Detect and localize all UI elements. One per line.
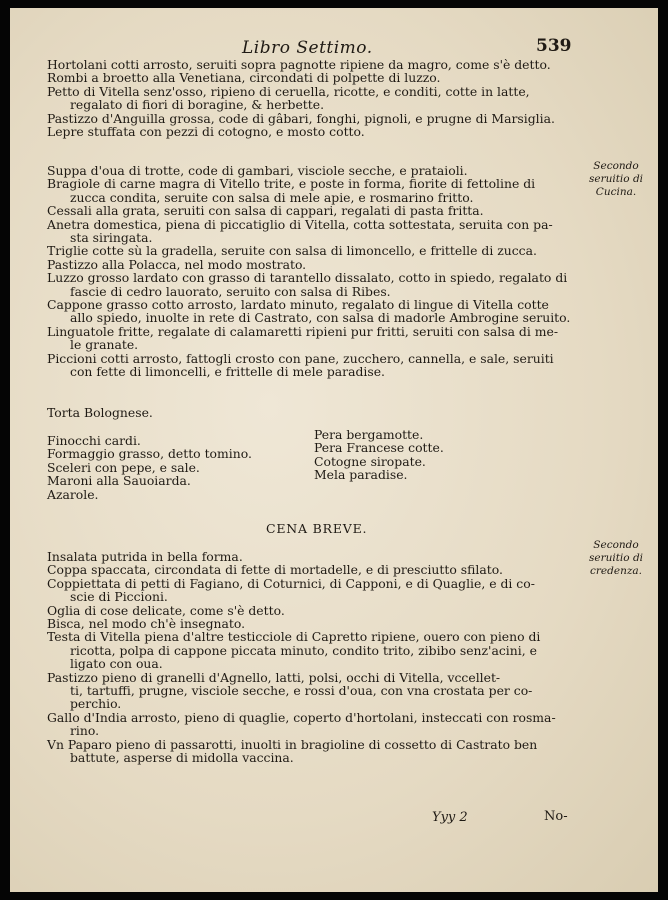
menu-entry-continuation: scie di Piccioni.: [70, 589, 168, 605]
menu-block-second-course: [47, 164, 587, 379]
menu-entry-line: Pastizzo alla Polacca, nel modo mostrato.: [47, 256, 307, 272]
menu-block-cena: [47, 550, 587, 765]
menu-entry: [47, 298, 587, 325]
menu-entry-line: Petto di Vitella senz'osso, ripieno di ceruella, ricotte, e conditi, cotte in latte,: [47, 83, 530, 99]
menu-entry-line: Coppa spaccata, circondata di fette di mortadelle, e di presciutto sfilato.: [47, 562, 503, 578]
fruit-item: Pera Francese cotte.: [314, 440, 444, 456]
menu-entry-line: Cappone grasso cotto arrosto, lardato minuto, regalato di lingue di Vitella cotte: [47, 297, 549, 313]
running-title: Libro Settimo.: [242, 38, 373, 58]
menu-entry: [47, 563, 587, 576]
menu-entry-continuation: fascie di cedro lauorato, seruito con salsa di Ribes.: [70, 283, 391, 299]
menu-block-dessert: [47, 406, 587, 419]
menu-entry-line: Pastizzo pieno di granelli d'Agnello, latti, polsi, occhi di Vitella, vccellet-: [47, 669, 501, 685]
fruit-list-left: [47, 434, 252, 501]
menu-entry: [47, 325, 587, 352]
margin-note-line: Cucina.: [595, 186, 637, 198]
menu-entry-line: Torta Bolognese.: [47, 405, 153, 420]
menu-entry: [47, 671, 587, 711]
menu-entry-line: Hortolani cotti arrosto, seruiti sopra pagnotte ripiene da magro, come s'è detto.: [47, 57, 551, 72]
menu-entry-line: Suppa d'oua di trotte, code di gambari, visciole secche, e prataioli.: [47, 163, 468, 178]
menu-entry-line: Pastizzo d'Anguilla grossa, code di gâbari, fonghi, pignoli, e prugne di Marsiglia.: [47, 110, 555, 126]
margin-note-line: seruitio di: [588, 552, 644, 564]
menu-entry-continuation: ligato con oua.: [70, 656, 163, 672]
menu-entry: [47, 550, 587, 563]
menu-entry-line: Bragiole di carne magra di Vitello trite, e poste in forma, fiorite di fettoline di: [47, 176, 536, 192]
menu-entry: [47, 58, 587, 71]
menu-entry-line: Lepre stuffata con pezzi di cotogno, e mosto cotto.: [47, 124, 365, 140]
menu-entry-continuation: sta siringata.: [70, 230, 153, 246]
fruit-list-right: [314, 428, 444, 482]
menu-entry-continuation: perchio.: [70, 696, 122, 712]
menu-entry: [47, 204, 587, 217]
fruit-item: Formaggio grasso, detto tomino.: [47, 446, 252, 462]
menu-entry: [47, 738, 587, 765]
menu-entry-continuation: ricotta, polpa di cappone piccata minuto, condito trito, zibibo senz'acini, e: [70, 642, 537, 658]
menu-entry-line: Rombi a broetto alla Venetiana, circondati di polpette di luzzo.: [47, 70, 441, 86]
fruit-item: Mela paradise.: [314, 467, 408, 483]
margin-note-line: seruitio di: [588, 173, 644, 185]
menu-entry: [47, 244, 587, 257]
menu-entry-continuation: rino.: [70, 723, 100, 739]
menu-entry: [47, 85, 587, 112]
menu-entry: [47, 271, 587, 298]
menu-entry: [47, 406, 587, 419]
menu-entry-line: Gallo d'India arrosto, pieno di quaglie, coperto d'hortolani, insteccati con rosma-: [47, 709, 556, 725]
menu-entry-continuation: battute, asperse di midolla vaccina.: [70, 750, 294, 766]
menu-entry-line: Cessali alla grata, seruiti con salsa di cappari, regalati di pasta fritta.: [47, 203, 484, 219]
menu-entry: [47, 164, 587, 177]
menu-entry-line: Anetra domestica, piena di piccatiglio di Vitella, cotta sottestata, seruita con pa-: [47, 216, 553, 232]
menu-entry: [47, 71, 587, 84]
fruit-item: Finocchi cardi.: [47, 433, 141, 448]
menu-entry-line: Insalata putrida in bella forma.: [47, 549, 243, 564]
fruit-item: Sceleri con pepe, e sale.: [47, 459, 200, 475]
signature-mark: Yyy 2: [432, 810, 468, 825]
menu-entry: [47, 258, 587, 271]
menu-entry-line: Bisca, nel modo ch'è insegnato.: [47, 616, 246, 632]
menu-entry-line: Coppiettata di petti di Fagiano, di Coturnici, di Capponi, e di Quaglie, e di co-: [47, 575, 535, 591]
margin-note-secondo-credenza: [580, 539, 652, 578]
menu-entry-continuation: con fette di limoncelli, e frittelle di mele paradise.: [70, 364, 385, 380]
page-number: 539: [536, 36, 572, 56]
menu-entry: [47, 352, 587, 379]
menu-entry: [47, 125, 587, 138]
menu-entry: [47, 218, 587, 245]
catchword: No-: [544, 809, 568, 824]
menu-entry: [47, 112, 587, 125]
menu-entry: [47, 711, 587, 738]
menu-entry-continuation: ti, tartuffi, prugne, visciole secche, e rossi d'oua, con vna crostata per co-: [70, 683, 533, 699]
menu-entry: [47, 630, 587, 670]
menu-entry-line: Triglie cotte sù la gradella, seruite con salsa di limoncello, e frittelle di zucca.: [47, 243, 537, 259]
fruit-item: Cotogne siropate.: [314, 453, 426, 469]
section-heading-cena-breve: CENA BREVE.: [266, 521, 368, 536]
menu-entry-line: Linguatole fritte, regalate di calamaretti ripieni pur fritti, seruiti con salsa di me-: [47, 323, 559, 339]
book-page: [10, 8, 658, 892]
menu-entry: [47, 177, 587, 204]
menu-entry: [47, 577, 587, 604]
menu-entry-continuation: le granate.: [70, 337, 139, 353]
fruit-item: Pera bergamotte.: [314, 427, 424, 442]
menu-entry: [47, 604, 587, 617]
margin-note-line: Secondo: [593, 539, 639, 551]
margin-note-line: credenza.: [590, 565, 642, 577]
menu-entry-continuation: zucca condita, seruite con salsa di mele apie, e rosmarino fritto.: [70, 189, 474, 205]
menu-entry-line: Piccioni cotti arrosto, fattogli crosto con pane, zucchero, cannella, e sale, seruiti: [47, 350, 554, 366]
margin-note-line: Secondo: [593, 160, 639, 172]
menu-entry-continuation: allo spiedo, inuolte in rete di Castrato, con salsa di madorle Ambrogine seruito.: [70, 310, 571, 326]
menu-entry-line: Luzzo grosso lardato con grasso di tarantello dissalato, cotto in spiedo, regalato di: [47, 270, 568, 286]
menu-entry: [47, 617, 587, 630]
menu-block-first-course: [47, 58, 587, 138]
menu-entry-line: Vn Paparo pieno di passarotti, inuolti in bragioline di cossetto di Castrato ben: [47, 736, 538, 752]
fruit-item: Maroni alla Sauoiarda.: [47, 473, 191, 489]
menu-entry-line: Oglia di cose delicate, come s'è detto.: [47, 602, 285, 618]
fruit-item: Azarole.: [47, 486, 99, 502]
menu-entry-line: Testa di Vitella piena d'altre testicciole di Capretto ripiene, ouero con pieno di: [47, 629, 541, 645]
margin-note-secondo-cucina: [580, 160, 652, 199]
menu-entry-continuation: regalato di fiori di boragine, & herbette.: [70, 97, 325, 113]
